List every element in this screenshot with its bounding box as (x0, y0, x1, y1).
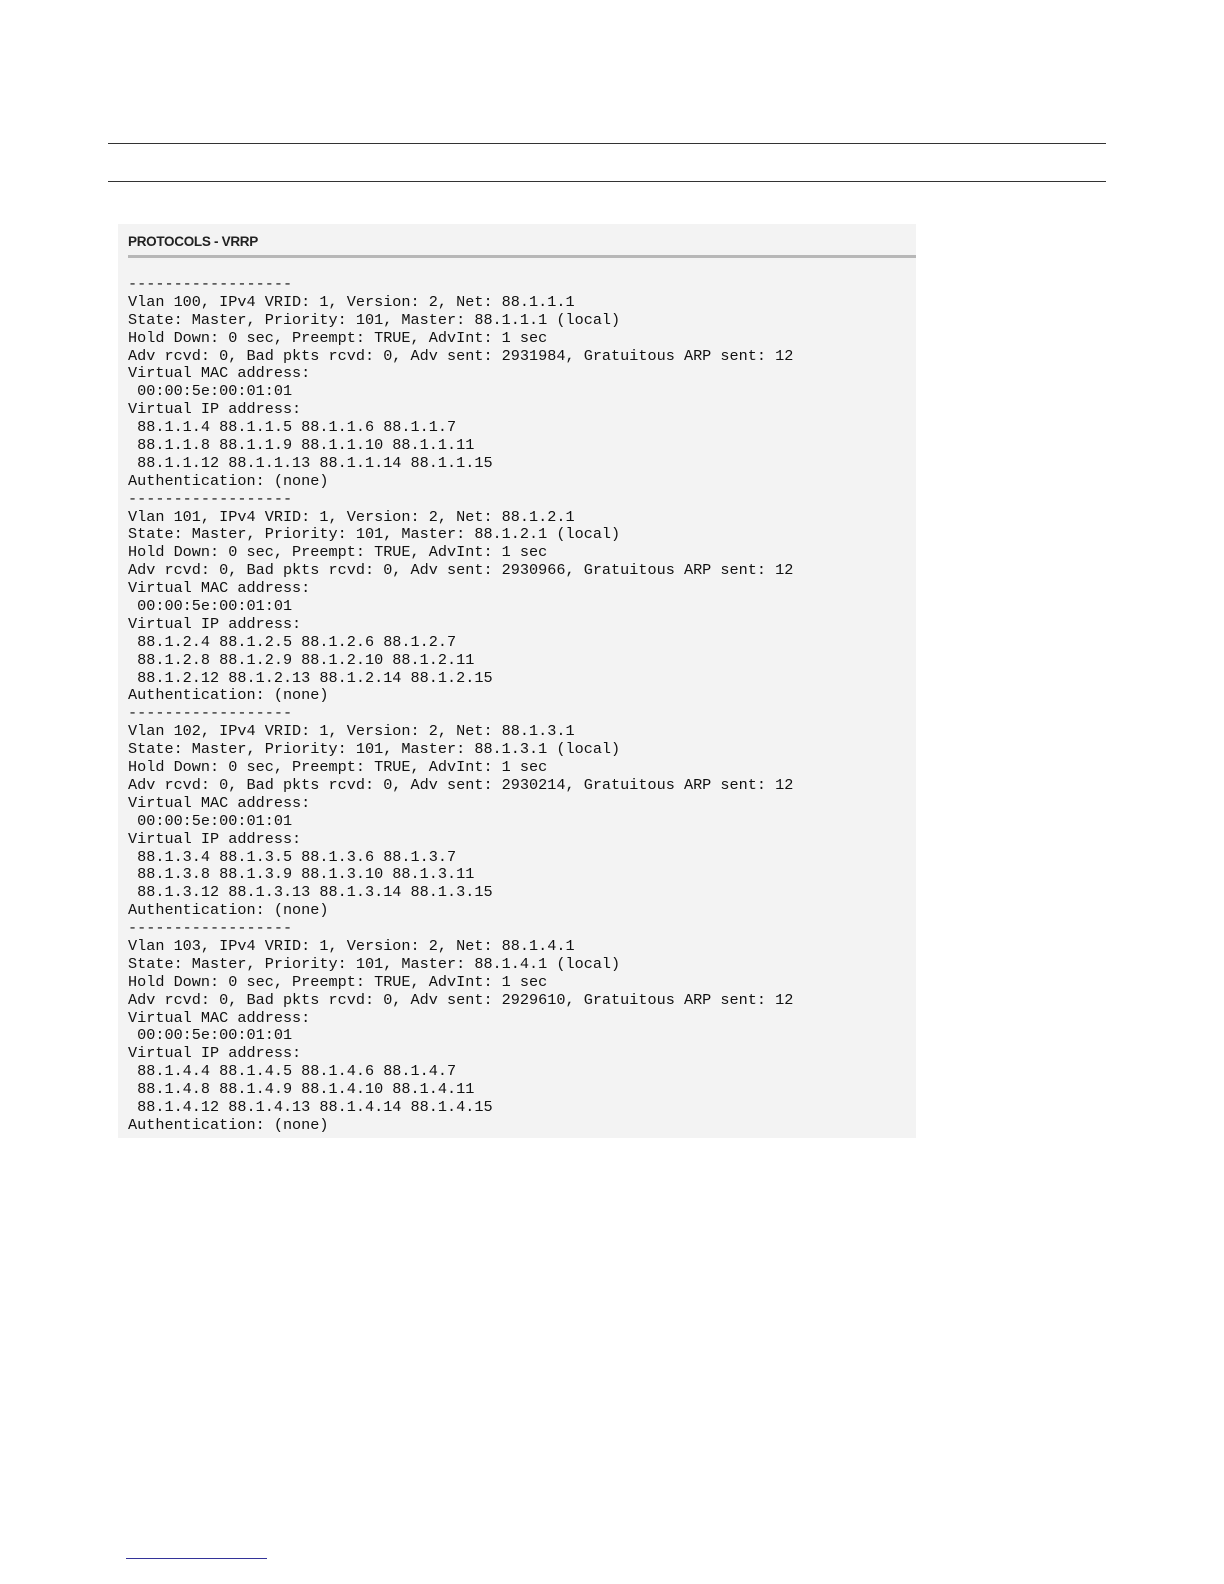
console-line: 88.1.2.12 88.1.2.13 88.1.2.14 88.1.2.15 (128, 668, 493, 687)
panel-title-divider (128, 255, 916, 258)
console-line: 88.1.1.12 88.1.1.13 88.1.1.14 88.1.1.15 (128, 453, 493, 472)
console-line: State: Master, Priority: 101, Master: 88.1.4.1 (local) (128, 954, 621, 973)
console-line: 88.1.1.4 88.1.1.5 88.1.1.6 88.1.1.7 (128, 418, 457, 437)
console-line: Adv rcvd: 0, Bad pkts rcvd: 0, Adv sent: 2930966, Gratuitous ARP sent: 12 (128, 561, 794, 580)
console-line: ------------------ (128, 704, 293, 723)
console-line: Virtual MAC address: (128, 793, 311, 812)
console-line: Hold Down: 0 sec, Preempt: TRUE, AdvInt: 1 sec (128, 328, 548, 347)
console-line: Vlan 102, IPv4 VRID: 1, Version: 2, Net: 88.1.3.1 (128, 722, 575, 741)
header-rule-top (108, 143, 1106, 144)
console-line: 88.1.3.12 88.1.3.13 88.1.3.14 88.1.3.15 (128, 883, 493, 902)
console-line: State: Master, Priority: 101, Master: 88.1.3.1 (local) (128, 740, 621, 759)
console-line: Authentication: (none) (128, 686, 329, 705)
console-output (128, 276, 793, 1135)
console-line: Authentication: (none) (128, 471, 329, 490)
console-line: Virtual MAC address: (128, 579, 311, 598)
console-line: Vlan 100, IPv4 VRID: 1, Version: 2, Net: 88.1.1.1 (128, 292, 575, 311)
console-line: State: Master, Priority: 101, Master: 88.1.1.1 (local) (128, 310, 621, 329)
console-line: 88.1.4.4 88.1.4.5 88.1.4.6 88.1.4.7 (128, 1062, 457, 1081)
vrrp-output-panel (118, 224, 916, 1138)
console-line: ------------------ (128, 275, 293, 293)
console-line: Authentication: (none) (128, 901, 329, 920)
console-line: Adv rcvd: 0, Bad pkts rcvd: 0, Adv sent: 2929610, Gratuitous ARP sent: 12 (128, 990, 794, 1009)
console-line: Authentication: (none) (128, 1115, 329, 1134)
console-line: 88.1.1.8 88.1.1.9 88.1.1.10 88.1.1.11 (128, 436, 475, 455)
console-line: ------------------ (128, 489, 293, 508)
console-line: Virtual IP address: (128, 400, 302, 419)
console-line: 88.1.2.8 88.1.2.9 88.1.2.10 88.1.2.11 (128, 650, 475, 669)
console-line: Hold Down: 0 sec, Preempt: TRUE, AdvInt: 1 sec (128, 543, 548, 562)
console-line: Vlan 103, IPv4 VRID: 1, Version: 2, Net: 88.1.4.1 (128, 936, 575, 955)
console-line: Virtual MAC address: (128, 364, 311, 383)
console-line: 88.1.2.4 88.1.2.5 88.1.2.6 88.1.2.7 (128, 632, 457, 651)
console-line: Adv rcvd: 0, Bad pkts rcvd: 0, Adv sent: 2931984, Gratuitous ARP sent: 12 (128, 346, 794, 365)
console-line: 00:00:5e:00:01:01 (128, 597, 293, 616)
console-line: 00:00:5e:00:01:01 (128, 382, 293, 401)
console-line: Hold Down: 0 sec, Preempt: TRUE, AdvInt: 1 sec (128, 758, 548, 777)
console-line: Vlan 101, IPv4 VRID: 1, Version: 2, Net: 88.1.2.1 (128, 507, 575, 526)
console-line: ------------------ (128, 919, 293, 938)
console-line: Virtual MAC address: (128, 1008, 311, 1027)
console-line: Virtual IP address: (128, 1044, 302, 1063)
console-line: 88.1.4.12 88.1.4.13 88.1.4.14 88.1.4.15 (128, 1097, 493, 1116)
console-line: Virtual IP address: (128, 829, 302, 848)
console-line: 88.1.3.8 88.1.3.9 88.1.3.10 88.1.3.11 (128, 865, 475, 884)
panel-title: PROTOCOLS - VRRP (128, 234, 258, 249)
console-line: 88.1.3.4 88.1.3.5 88.1.3.6 88.1.3.7 (128, 847, 457, 866)
console-line: 00:00:5e:00:01:01 (128, 811, 293, 830)
console-line: State: Master, Priority: 101, Master: 88.1.2.1 (local) (128, 525, 621, 544)
console-line: 88.1.4.8 88.1.4.9 88.1.4.10 88.1.4.11 (128, 1080, 475, 1099)
console-line: Hold Down: 0 sec, Preempt: TRUE, AdvInt: 1 sec (128, 972, 548, 991)
console-line: 00:00:5e:00:01:01 (128, 1026, 293, 1045)
console-line: Adv rcvd: 0, Bad pkts rcvd: 0, Adv sent: 2930214, Gratuitous ARP sent: 12 (128, 775, 794, 794)
footnote-separator (126, 1558, 267, 1559)
console-line: Virtual IP address: (128, 614, 302, 633)
header-rule-bottom (108, 181, 1106, 182)
